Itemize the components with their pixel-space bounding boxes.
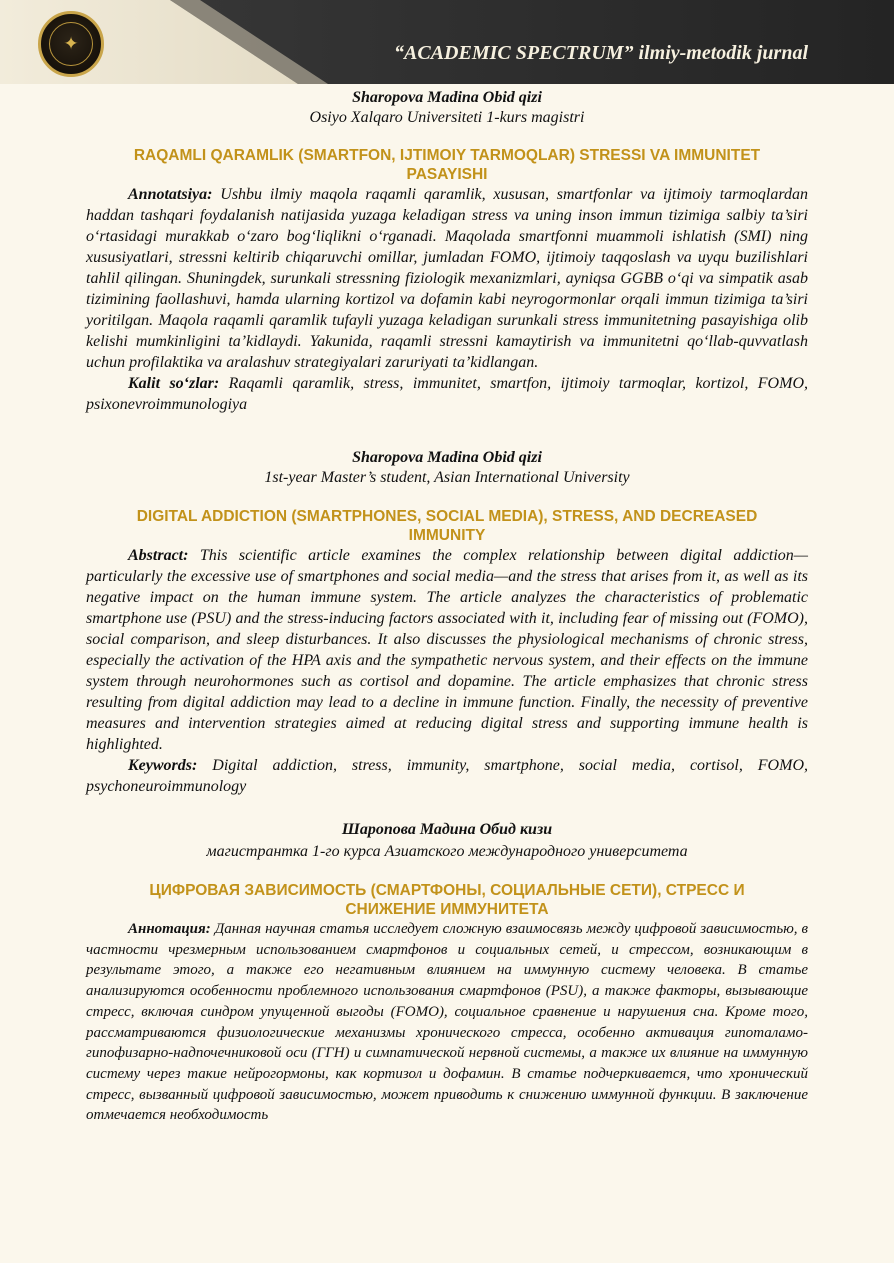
keywords-label-en: Keywords: — [128, 757, 198, 774]
abstract-text-ru: Данная научная статья исследует сложную взаимосвязь между цифровой зависимостью, в частности чрезмерным использованием смартфонов и социальных сетей, и стрессом, возникающим в результате этого, а также его негативным влиянием на иммунную систему человека. В статье анализируются особенности проблемного использования смартфонов (PSU), а также факторы, вызывающие стресс, включая синдром упущенной выгоды (FOMO), социальное сравнение и нарушения сна. Кроме того, рассматриваются физиологические механизмы хронического стресса, особенно активация гипоталамо-гипофизарно-надпочечниковой оси (ГГН) и симпатической нервной системы, а также их влияние на иммунную систему через такие нейрогормоны, как кортизол и дофамин. В статье подчеркивается, что хронический стресс, вызванный цифровой зависимостью, может приводить к снижению иммунной функции. В заключение отмечается необходимость — [86, 921, 808, 1124]
author-affiliation-uz: Osiyo Xalqaro Universiteti 1-kurs magistri — [309, 109, 585, 126]
keywords-text-uz: Raqamli qaramlik, stress, immunitet, smartfon, ijtimoiy tarmoqlar, kortizol, FOMO, psixonevroimmunologiya — [86, 375, 808, 413]
keywords-uz — [86, 373, 808, 415]
article-title-ru: ЦИФРОВАЯ ЗАВИСИМОСТЬ (СМАРТФОНЫ, СОЦИАЛЬНЫЕ СЕТИ), СТРЕСС И СНИЖЕНИЕ ИММУНИТЕТА — [149, 882, 745, 918]
author-name-ru: Шаропова Мадина Обид кизи — [341, 821, 553, 838]
article-title-en: DIGITAL ADDICTION (SMARTPHONES, SOCIAL MEDIA), STRESS, AND DECREASED IMMUNITY — [136, 508, 758, 544]
abstract-uz — [86, 184, 808, 373]
keywords-text-en: Digital addiction, stress, immunity, smartphone, social media, cortisol, FOMO, psychoneuroimmunology — [86, 757, 808, 795]
article-title-uz: RAQAMLI QARAMLIK (SMARTFON, IJTIMOIY TARMOQLAR) STRESSI VA IMMUNITET PASAYISHI — [133, 147, 761, 183]
keywords-label-uz: Kalit so‘zlar: — [128, 375, 220, 392]
abstract-label-en: Abstract: — [128, 547, 189, 564]
journal-header — [0, 0, 894, 84]
journal-title: “ACADEMIC SPECTRUM” ilmiy-metodik jurnal — [394, 42, 808, 64]
logo-emblem-icon: ✦ — [63, 33, 79, 55]
abstract-text-en: This scientific article examines the complex relationship between digital addiction—particularly the excessive use of smartphones and social media—and the stress that arises from it, as well as its negative impact on the human immune system. The article analyzes the characteristics of problematic smartphone use (PSU) and the stress-inducing factors associated with it, including fear of missing out (FOMO), social comparison, and sleep disturbances. It also discusses the physiological mechanisms of chronic stress, especially the activation of the HPA axis and the sympathetic nervous system, and their effects on the immune system through neurohormones such as cortisol and dopamine. The article emphasizes that chronic stress resulting from digital addiction may lead to a decline in immune function. Finally, the necessity of preventive measures and intervention strategies aimed at reducing digital stress and supporting immune health is highlighted. — [86, 547, 808, 753]
author-affiliation-en: 1st-year Master’s student, Asian International University — [264, 469, 630, 486]
article-content — [86, 88, 808, 1126]
abstract-ru — [86, 919, 808, 1126]
author-name-en: Sharopova Madina Obid qizi — [352, 449, 542, 466]
author-affiliation-ru: магистрантка 1-го курса Азиатского международного университета — [206, 843, 688, 860]
abstract-label-uz: Annotatsiya: — [128, 186, 213, 203]
keywords-en — [86, 755, 808, 797]
author-name-uz: Sharopova Madina Obid qizi — [352, 89, 542, 106]
abstract-en — [86, 545, 808, 755]
abstract-text-uz: Ushbu ilmiy maqola raqamli qaramlik, xususan, smartfonlar va ijtimoiy tarmoqlardan haddan tashqari foydalanish natijasida yuzaga keladigan stress va uning inson immun tizimiga salbiy ta’siri o‘rtasidagi murakkab o‘zaro bog‘liqlikni o‘rganadi. Maqolada smartfonni muammoli ishlatish (SMI) ning xususiyatlari, stressni keltirib chiqaruvchi omillar, jumladan FOMO, ijtimoiy taqqoslash va uyqu buzilishlari tahlil qilingan. Shuningdek, surunkali stressning fiziologik mexanizmlari, ayniqsa GGBB o‘qi va simpatik asab tizimining faollashuvi, hamda ularning kortizol va dofamin kabi neyrogormonlar orqali immun tizimiga ta’siri yoritilgan. Maqola raqamli qaramlik tufayli yuzaga keladigan surunkali stress immunitetning pasayishiga olib kelishi mumkinligini ta’kidlaydi. Yakunida, raqamli stressni kamaytirish va immunitetni qo‘llab-quvvatlash uchun profilaktika va aralashuv strategiyalari zaruriyati ta’kidlangan. — [86, 186, 808, 371]
abstract-label-ru: Аннотация: — [128, 921, 211, 937]
journal-logo — [38, 11, 104, 77]
